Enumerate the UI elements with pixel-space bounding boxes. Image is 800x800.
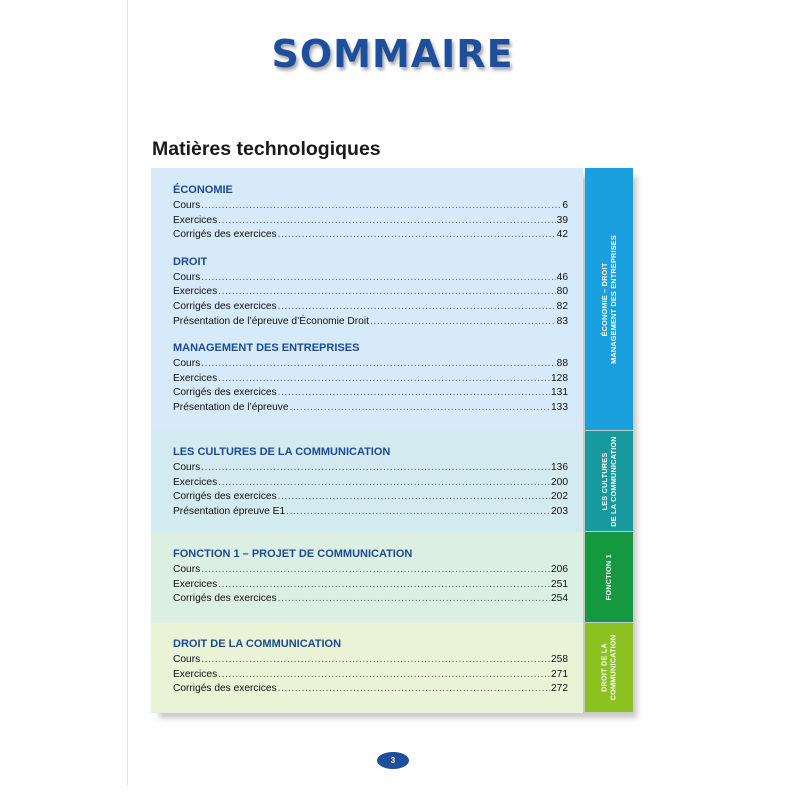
dot-leader <box>218 668 550 683</box>
toc-entry-label: Corrigés des exercices <box>173 593 277 605</box>
toc-entry-label: Corrigés des exercices <box>173 683 277 695</box>
chapter-tab-line: LES CULTURES <box>599 452 609 510</box>
dot-leader <box>278 592 550 607</box>
dot-leader <box>218 285 555 300</box>
toc-entry-label: Corrigés des exercices <box>173 300 277 312</box>
toc-section-title: FONCTION 1 – PROJET DE COMMUNICATION <box>173 548 413 560</box>
toc-entry-label: Présentation épreuve E1 <box>173 505 286 517</box>
dot-leader <box>218 578 550 593</box>
toc-entry-label: Corrigés des exercices <box>173 229 277 241</box>
chapter-tab-line: ÉCONOMIE – DROIT <box>599 262 609 336</box>
toc-entry-page: 258 <box>551 654 568 665</box>
dot-leader <box>218 372 550 387</box>
toc-entry-label: Exercices <box>173 668 218 680</box>
toc-entry-page: 200 <box>551 476 568 488</box>
toc-entry-label: Exercices <box>173 286 218 298</box>
toc-group <box>173 446 568 519</box>
toc-entry-page: 202 <box>551 491 568 503</box>
toc-entry[interactable] <box>173 490 568 505</box>
chapter-tab <box>585 623 633 712</box>
toc-entry[interactable] <box>173 271 568 286</box>
toc-entry[interactable] <box>173 668 568 683</box>
toc-entry-page: 42 <box>556 229 568 241</box>
toc-entry-page: 39 <box>556 214 568 226</box>
chapter-tab <box>585 532 633 622</box>
dot-leader <box>201 653 550 668</box>
toc-entry-page: 251 <box>551 578 568 590</box>
toc-section-title: ÉCONOMIE <box>173 184 233 196</box>
toc-entry-page: 203 <box>551 505 568 517</box>
toc-entry[interactable] <box>173 401 568 416</box>
dot-leader <box>290 401 550 416</box>
toc-entry-page: 46 <box>556 271 568 283</box>
dot-leader <box>278 300 556 315</box>
toc-section-title: LES CULTURES DE LA COMMUNICATION <box>173 446 391 458</box>
dot-leader <box>278 386 550 401</box>
toc-group <box>173 256 568 329</box>
toc-section-title: MANAGEMENT DES ENTREPRISES <box>173 342 360 355</box>
toc-entry-label: Cours <box>173 564 201 575</box>
toc-block <box>151 623 583 713</box>
page-gutter-line <box>127 0 128 785</box>
toc-block <box>151 168 583 431</box>
dot-leader <box>201 563 550 578</box>
page-title: SOMMAIRE <box>271 32 514 76</box>
toc-entry-label: Corrigés des exercices <box>173 387 277 399</box>
chapter-tab <box>585 168 633 430</box>
toc-entry[interactable] <box>173 357 568 372</box>
toc-entry-page: 88 <box>556 358 568 370</box>
toc-entry-page: 80 <box>556 286 568 298</box>
toc-entry-page: 131 <box>551 387 568 399</box>
toc-entry[interactable] <box>173 386 568 401</box>
toc-entry-label: Corrigés des exercices <box>173 491 277 503</box>
toc-entry-label: Présentation de l’épreuve <box>173 401 289 413</box>
toc-entry-page: 6 <box>562 200 568 211</box>
toc-entry-page: 133 <box>551 401 568 413</box>
chapter-tab-label <box>601 235 618 364</box>
toc-section-title: DROIT DE LA COMMUNICATION <box>173 638 342 650</box>
toc-entry[interactable] <box>173 653 568 668</box>
toc-entry-label: Exercices <box>173 476 218 488</box>
dot-leader <box>278 682 550 697</box>
toc-entry[interactable] <box>173 461 568 476</box>
toc-group <box>173 184 568 243</box>
chapter-tab-label <box>605 554 614 600</box>
chapter-tab-line: COMMUNICATION <box>608 634 618 701</box>
toc-entry[interactable] <box>173 199 568 214</box>
toc-entry[interactable] <box>173 315 568 330</box>
chapter-tab-label <box>601 635 618 701</box>
dot-leader <box>278 228 556 243</box>
toc-entry[interactable] <box>173 285 568 300</box>
toc-entry-page: 272 <box>551 683 568 695</box>
toc-entry-label: Cours <box>173 654 201 665</box>
toc-group <box>173 342 568 415</box>
toc-entry-label: Cours <box>173 358 201 370</box>
chapter-tab-line: MANAGEMENT DES ENTREPRISES <box>608 234 618 364</box>
toc-entry-label: Présentation de l’épreuve d’Économie Droit <box>173 315 369 327</box>
toc-entry-label: Exercices <box>173 214 218 226</box>
toc-entry-page: 83 <box>556 315 568 327</box>
chapter-tab <box>585 431 633 531</box>
toc-entry-label: Cours <box>173 462 201 473</box>
section-subtitle: Matières technologiques <box>152 138 381 160</box>
toc-entry[interactable] <box>173 505 568 520</box>
toc-entry[interactable] <box>173 563 568 578</box>
toc-entry[interactable] <box>173 214 568 229</box>
toc-block <box>151 431 583 532</box>
chapter-tab-line: FONCTION 1 <box>603 553 613 601</box>
toc-entry[interactable] <box>173 578 568 593</box>
dot-leader <box>201 199 561 214</box>
dot-leader <box>218 214 555 229</box>
dot-leader <box>370 315 556 330</box>
toc-group <box>173 638 568 697</box>
toc-entry-page: 206 <box>551 564 568 575</box>
toc-entry[interactable] <box>173 372 568 387</box>
toc-block <box>151 532 583 623</box>
dot-leader <box>201 461 550 476</box>
toc-entry-page: 271 <box>551 668 568 680</box>
toc-entry-page: 136 <box>551 462 568 473</box>
page-number-badge: 3 <box>377 752 409 769</box>
chapter-tab-label <box>601 436 618 527</box>
toc-entry-label: Exercices <box>173 578 218 590</box>
toc-entry-page: 254 <box>551 593 568 605</box>
toc-entry[interactable] <box>173 300 568 315</box>
toc-section-title: DROIT <box>173 255 208 268</box>
dot-leader <box>201 271 555 286</box>
toc-entry[interactable] <box>173 228 568 243</box>
chapter-tab-line: DROIT DE LA <box>599 643 609 692</box>
toc-entry-label: Exercices <box>173 372 218 384</box>
toc-entry[interactable] <box>173 476 568 491</box>
toc-entry[interactable] <box>173 682 568 697</box>
toc-group <box>173 548 568 607</box>
dot-leader <box>278 490 550 505</box>
toc-entry-label: Cours <box>173 271 201 283</box>
dot-leader <box>286 505 550 520</box>
toc-entry-label: Cours <box>173 200 201 211</box>
toc-entry-page: 82 <box>556 300 568 312</box>
dot-leader <box>218 476 550 491</box>
toc-entry-page: 128 <box>551 372 568 384</box>
dot-leader <box>201 357 555 372</box>
chapter-tab-line: DE LA COMMUNICATION <box>608 435 618 527</box>
toc-entry[interactable] <box>173 592 568 607</box>
